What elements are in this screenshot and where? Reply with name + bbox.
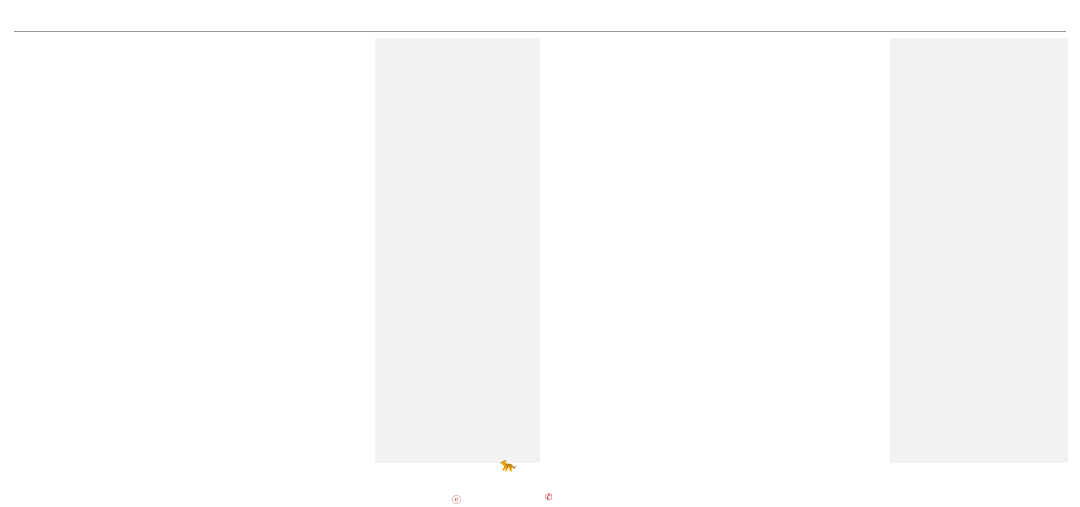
footer-website[interactable]	[452, 493, 461, 506]
chart1-crude-vs-pe	[20, 62, 380, 237]
chart3-operating-index	[550, 62, 890, 237]
globe-icon: ⓔ	[452, 496, 462, 506]
chart4-production-volume	[550, 268, 890, 468]
left-text-panel	[375, 38, 540, 463]
phone-icon: ✆	[545, 493, 553, 503]
footer-phone	[545, 493, 553, 503]
chart2-recycled-price-index	[20, 264, 370, 464]
logo-icon: 🐆	[500, 458, 517, 473]
right-text-panel	[890, 38, 1068, 463]
title-divider	[14, 31, 1066, 32]
left-bullet-list	[375, 38, 540, 46]
leadleo-logo	[500, 458, 516, 473]
right-bullet-list	[890, 38, 1068, 46]
